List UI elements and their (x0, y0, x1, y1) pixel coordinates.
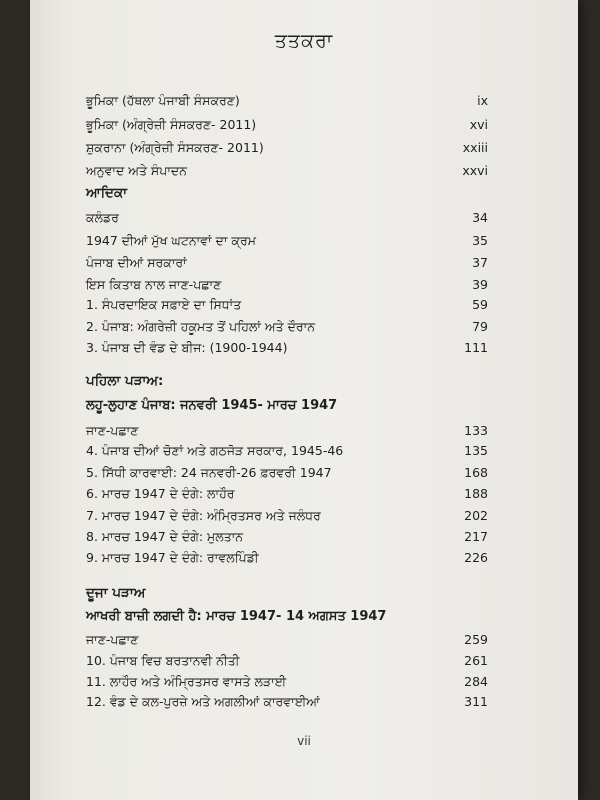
toc-entry-page: 311 (464, 694, 488, 709)
toc-entry-page: 284 (464, 674, 488, 689)
toc-entry-label: 9. ਮਾਰਚ 1947 ਦੇ ਦੰਗੇ: ਰਾਵਲਪਿੰਡੀ (86, 550, 259, 565)
toc-entry-page: 59 (472, 297, 488, 312)
toc-entry-page: 217 (464, 529, 488, 544)
page-number: vii (297, 734, 311, 748)
toc-entry-label: 3. ਪੰਜਾਬ ਦੀ ਵੰਡ ਦੇ ਬੀਜ: (1900-1944) (86, 340, 288, 355)
toc-body (30, 0, 578, 800)
toc-entry-label: 10. ਪੰਜਾਬ ਵਿਚ ਬਰਤਾਨਵੀ ਨੀਤੀ (86, 653, 240, 668)
section-heading: ਦੂਜਾ ਪੜਾਅ (86, 585, 146, 601)
toc-entry-page: xvi (469, 117, 488, 132)
toc-entry-page: 226 (464, 550, 488, 565)
toc-entry-page: 34 (472, 210, 488, 225)
toc-entry-label: 6. ਮਾਰਚ 1947 ਦੇ ਦੰਗੇ: ਲਾਹੌਰ (86, 486, 235, 501)
toc-entry-label: ਜਾਣ-ਪਛਾਣ (86, 423, 139, 438)
toc-entry-label: ਜਾਣ-ਪਛਾਣ (86, 632, 139, 647)
section-heading: ਆਦਿਕਾ (86, 185, 128, 201)
section-subheading: ਆਖਰੀ ਬਾਜ਼ੀ ਲਗਦੀ ਹੈ: ਮਾਰਚ 1947- 14 ਅਗਸਤ 1947 (86, 609, 387, 624)
toc-entry-label: ਕਲੰਡਰ (86, 210, 119, 225)
toc-entry-label: ਭੂਮਿਕਾ (ਹੱਥਲਾ ਪੰਜਾਬੀ ਸੰਸਕਰਣ) (86, 93, 240, 108)
toc-entry-label: 8. ਮਾਰਚ 1947 ਦੇ ਦੰਗੇ: ਮੁਲਤਾਨ (86, 529, 244, 544)
toc-entry-page: 202 (464, 508, 488, 523)
toc-entry-label: 2. ਪੰਜਾਬ: ਅੰਗਰੇਜ਼ੀ ਹਕੂਮਤ ਤੋਂ ਪਹਿਲਾਂ ਅਤੇ ਦੌਰਾਨ (86, 319, 316, 334)
toc-entry-label: ਅਨੁਵਾਦ ਅਤੇ ਸੰਪਾਦਨ (86, 163, 187, 178)
toc-entry-page: 133 (464, 423, 488, 438)
section-heading: ਪਹਿਲਾ ਪੜਾਅ: (86, 373, 164, 389)
toc-entry-page: 35 (472, 233, 488, 248)
book-page (30, 0, 578, 800)
toc-entry-label: 1. ਸੰਪਰਦਾਇਕ ਸਫ਼ਾਏ ਦਾ ਸਿਧਾਂਤ (86, 297, 242, 312)
toc-entry-page: 37 (472, 255, 488, 270)
toc-entry-page: xxiii (462, 140, 488, 155)
toc-entry-page: 111 (464, 340, 488, 355)
toc-entry-page: xxvi (462, 163, 488, 178)
toc-entry-label: 7. ਮਾਰਚ 1947 ਦੇ ਦੰਗੇ: ਅੰਮ੍ਰਿਤਸਰ ਅਤੇ ਜਲੰਧਰ (86, 508, 321, 523)
toc-entry-page: ix (477, 93, 488, 108)
toc-entry-page: 39 (472, 277, 488, 292)
toc-entry-label: ਭੂਮਿਕਾ (ਅੰਗ੍ਰੇਜ਼ੀ ਸੰਸਕਰਣ- 2011) (86, 117, 257, 132)
toc-entry-label: ਸ਼ੁਕਰਾਨਾ (ਅੰਗ੍ਰੇਜ਼ੀ ਸੰਸਕਰਣ- 2011) (86, 140, 264, 155)
toc-entry-page: 188 (464, 486, 488, 501)
toc-entry-page: 79 (472, 319, 488, 334)
toc-entry-label: ਇਸ ਕਿਤਾਬ ਨਾਲ ਜਾਣ-ਪਛਾਣ (86, 277, 222, 292)
section-subheading: ਲਹੂ-ਲੁਹਾਣ ਪੰਜਾਬ: ਜਨਵਰੀ 1945- ਮਾਰਚ 1947 (86, 398, 338, 413)
toc-entry-label: 5. ਸਿੱਧੀ ਕਾਰਵਾਈ: 24 ਜਨਵਰੀ-26 ਫ਼ਰਵਰੀ 1947 (86, 465, 332, 480)
toc-entry-page: 135 (464, 443, 488, 458)
toc-entry-label: 1947 ਦੀਆਂ ਮੁੱਖ ਘਟਨਾਵਾਂ ਦਾ ਕ੍ਰਮ (86, 233, 256, 248)
toc-entry-label: 11. ਲਾਹੌਰ ਅਤੇ ਅੰਮ੍ਰਿਤਸਰ ਵਾਸਤੇ ਲੜਾਈ (86, 674, 287, 689)
toc-entry-label: 4. ਪੰਜਾਬ ਦੀਆਂ ਚੋਣਾਂ ਅਤੇ ਗਠਜੋੜ ਸਰਕਾਰ, 1945-46 (86, 443, 344, 458)
page-title: ਤਤਕਰਾ (274, 30, 334, 52)
toc-entry-page: 168 (464, 465, 488, 480)
toc-entry-label: ਪੰਜਾਬ ਦੀਆਂ ਸਰਕਾਰਾਂ (86, 255, 187, 270)
toc-entry-page: 259 (464, 632, 488, 647)
toc-entry-label: 12. ਵੰਡ ਦੇ ਕਲ-ਪੁਰਜ਼ੇ ਅਤੇ ਅਗਲੀਆਂ ਕਾਰਵਾਈਆਂ (86, 694, 320, 709)
toc-entry-page: 261 (464, 653, 488, 668)
